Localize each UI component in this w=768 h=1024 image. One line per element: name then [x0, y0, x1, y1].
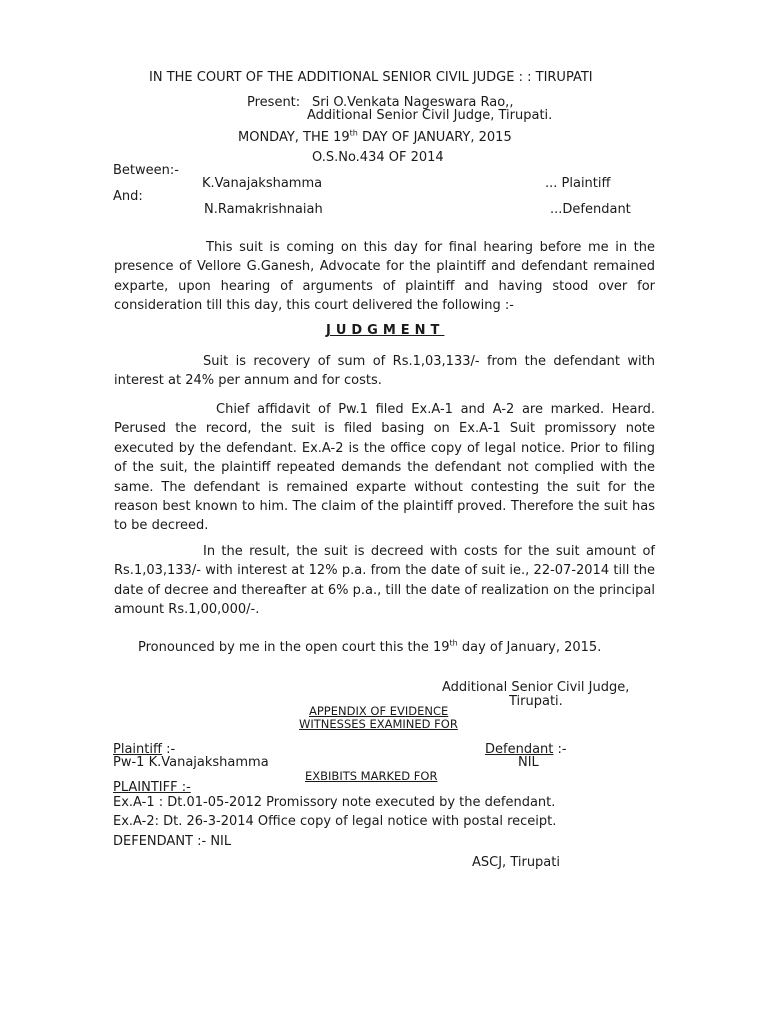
plaintiff-role: ... Plaintiff	[545, 176, 611, 191]
intro-paragraph: This suit is coming on this day for final hearing before me in the presence of Vellore G.Ganesh, Advocate for the plaintiff and defendant remained exparte, upon hearing of arguments of plaintiff and having stood over for consideration till this day, this court delivered the following :-	[114, 240, 655, 314]
defendant-role: ...Defendant	[550, 202, 631, 217]
witnesses-title: WITNESSES EXAMINED FOR	[299, 717, 458, 731]
plaintiff-witness: Pw-1 K.Vanajakshamma	[113, 755, 269, 770]
appendix-defendant-suffix: :-	[553, 742, 567, 757]
judgment-paragraph-1: Suit is recovery of sum of Rs.1,03,133/- from the defendant with interest at 24% per annum and for costs.	[114, 354, 655, 389]
and-label: And:	[113, 189, 143, 204]
judgment-heading: JUDGMENT	[326, 323, 445, 338]
between-label: Between:-	[113, 163, 179, 178]
appendix-plaintiff-label: Plaintiff	[113, 742, 162, 757]
defendant-witness: NIL	[518, 755, 539, 770]
hearing-date-suffix: th	[349, 128, 358, 138]
hearing-date-rest: DAY OF JANUARY, 2015	[357, 130, 512, 145]
exhibits-title: EXBIBITS MARKED FOR	[305, 769, 438, 783]
pronounced-prefix: Pronounced by me in the open court this the 19	[138, 640, 450, 655]
hearing-date	[238, 130, 512, 145]
exhibit-a2: Ex.A-2: Dt. 26-3-2014 Office copy of legal notice with postal receipt.	[113, 814, 557, 829]
exhibit-a1: Ex.A-1 : Dt.01-05-2012 Promissory note executed by the defendant.	[113, 795, 556, 810]
pronounced-suffix: th	[449, 638, 458, 648]
defendant-exhibits: DEFENDANT :- NIL	[113, 834, 232, 849]
appendix-plaintiff-suffix: :-	[161, 742, 176, 757]
defendant-name: N.Ramakrishnaiah	[204, 202, 323, 217]
case-number: O.S.No.434 OF 2014	[312, 150, 444, 165]
footer-signature: ASCJ, Tirupati	[472, 855, 560, 870]
pronounced-line	[138, 640, 601, 655]
hearing-date-prefix: MONDAY, THE 19	[238, 130, 350, 145]
exhibits-plaintiff-label: PLAINTIFF :-	[113, 780, 191, 795]
signature-designation: Additional Senior Civil Judge,	[442, 680, 630, 695]
court-title: IN THE COURT OF THE ADDITIONAL SENIOR CIVIL JUDGE : : TIRUPATI	[149, 70, 593, 85]
present-designation: Additional Senior Civil Judge, Tirupati.	[307, 108, 553, 123]
appendix-title: APPENDIX OF EVIDENCE	[309, 704, 449, 718]
signature-place: Tirupati.	[509, 694, 563, 709]
present-name: Sri O.Venkata Nageswara Rao,,	[312, 95, 514, 110]
judgment-paragraph-3: In the result, the suit is decreed with costs for the suit amount of Rs.1,03,133/- with interest at 12% p.a. from the date of suit ie., 22-07-2014 till the date of decree and thereafter at 6% p.a., till the date of realization on the principal amount Rs.1,00,000/-.	[114, 544, 655, 618]
judgment-paragraph-2: Chief affidavit of Pw.1 filed Ex.A-1 and A-2 are marked. Heard. Perused the record, the suit is filed basing on Ex.A-1 Suit promissory note executed by the defendant. Ex.A-2 is the office copy of legal notice. Prior to filing of the suit, the plaintiff repeated demands the defendant not complied with the same. The defendant is remained exparte without contesting the suit for the reason best known to him. The claim of the plaintiff proved. Therefore the suit has to be decreed.	[114, 402, 655, 534]
present-label: Present:	[247, 95, 301, 110]
plaintiff-name: K.Vanajakshamma	[202, 176, 323, 191]
pronounced-rest: day of January, 2015.	[457, 640, 602, 655]
appendix-defendant-label: Defendant	[485, 742, 554, 757]
